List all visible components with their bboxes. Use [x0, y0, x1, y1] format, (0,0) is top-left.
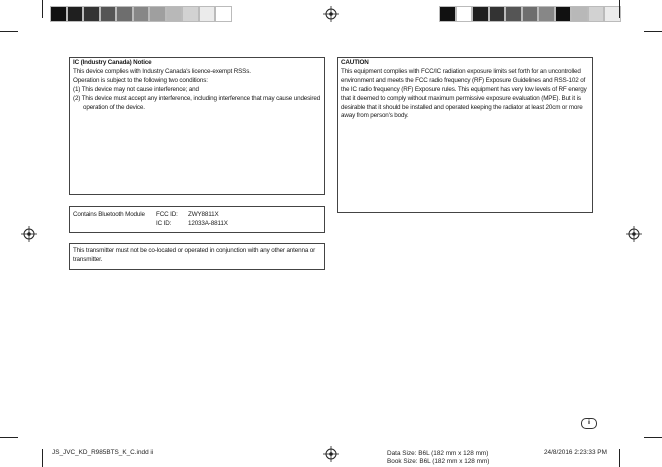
footer-datetime: 24/8/2016 2:23:33 PM	[544, 449, 607, 456]
color-swatch	[182, 6, 199, 22]
color-swatch	[538, 6, 555, 22]
color-swatch	[555, 6, 572, 22]
crop-mark	[644, 31, 662, 32]
color-swatch	[67, 6, 84, 22]
ic-notice-title: IC (Industry Canada) Notice	[73, 59, 152, 66]
crop-mark	[644, 437, 662, 438]
bluetooth-module-label: Contains Bluetooth Module	[73, 211, 145, 218]
crop-mark	[619, 449, 620, 467]
color-swatch	[199, 6, 216, 22]
color-swatch	[166, 6, 183, 22]
color-swatch	[505, 6, 522, 22]
crop-mark	[42, 0, 43, 18]
color-swatch	[522, 6, 539, 22]
ic-notice-line: This device complies with Industry Canada's licence-exempt RSSs.	[73, 67, 251, 75]
caution-body: This equipment complies with FCC/IC radiation exposure limits set forth for an uncontrolled environment and meets the FCC radio frequency (RF) Exposure Guidelines and RSS-102 of the IC radio frequency (RF) Exposure rules. This equipment has very low levels of RF energy that it deemed to comply without maximum permissive exposure evaluation (MPE). But it is desirable that it should be installed and operated keeping the radiator at least 20cm or more away from person's body.	[341, 67, 587, 120]
transmitter-note-text: This transmitter must not be co-located or operated in conjunction with any other antenna or transmitter.	[73, 247, 316, 263]
footer-data-size: Data Size: B6L (182 mm x 128 mm)	[387, 450, 489, 457]
color-swatch	[149, 6, 166, 22]
color-swatch	[472, 6, 489, 22]
ic-notice-condition: (1) This device may not cause interference; and	[73, 85, 199, 93]
crop-mark	[0, 437, 18, 438]
bluetooth-module-box	[69, 206, 325, 233]
registration-mark-icon	[626, 226, 642, 242]
crop-mark	[619, 0, 620, 18]
color-swatch	[571, 6, 588, 22]
color-swatch	[83, 6, 100, 22]
color-swatch	[588, 6, 605, 22]
caution-title: CAUTION	[341, 59, 369, 66]
ic-id-label: IC ID:	[156, 220, 172, 227]
footer-filename: JS_JVC_KD_R985BTS_K_C.indd ii	[52, 449, 154, 456]
fcc-id-value: ZWY8811X	[188, 211, 219, 218]
color-swatch	[439, 6, 456, 22]
color-swatch	[215, 6, 232, 22]
fcc-id-label: FCC ID:	[156, 211, 178, 218]
registration-mark-icon	[21, 226, 37, 242]
color-swatch	[133, 6, 150, 22]
ic-notice-line: Operation is subject to the following two conditions:	[73, 76, 208, 84]
ic-notice-condition: (2) This device must accept any interference, including interference that may cause undesired operation of the device.	[73, 94, 321, 111]
color-swatch	[489, 6, 506, 22]
ic-id-value: 12033A-8811X	[188, 220, 228, 227]
caution-box	[337, 57, 593, 213]
crop-mark	[42, 449, 43, 467]
crop-mark	[0, 31, 18, 32]
color-swatch	[116, 6, 133, 22]
registration-mark-icon	[323, 446, 339, 462]
registration-mark-icon	[323, 6, 339, 22]
footer-book-size: Book Size: B6L (182 mm x 128 mm)	[387, 458, 490, 465]
color-swatch	[456, 6, 473, 22]
transmitter-note-box	[69, 243, 325, 270]
color-swatch	[50, 6, 67, 22]
color-swatch	[100, 6, 117, 22]
page-number-badge: ii	[581, 418, 597, 429]
ic-notice-box	[69, 57, 325, 195]
